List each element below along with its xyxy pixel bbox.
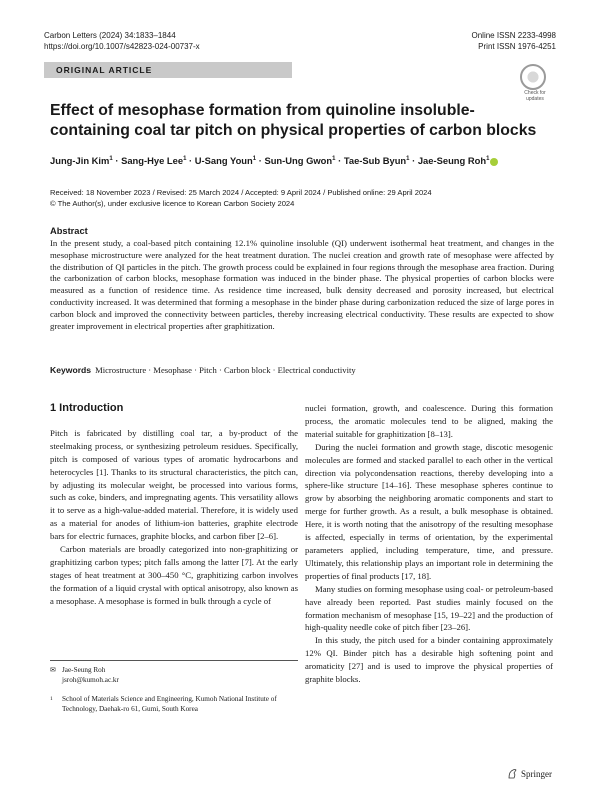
author-name[interactable]: Jae-Seung Roh bbox=[417, 155, 487, 166]
author-separator: · bbox=[335, 155, 344, 166]
doi-link[interactable]: https://doi.org/10.1007/s42823-024-00737-x bbox=[44, 42, 200, 51]
body-paragraph: Pitch is fabricated by distilling coal tar, a by-product of the steelmaking process, or synthesizing petroleum residues. Specifically, pitch is composed of various types of aromatic hydrocarbons and heterocycles [1]. Thanks to its structural characteristics, the pitch can, by adjusting its molecular weight, be processed into various forms, such as coke, binders, and impregnating agents. This versatility allows it to serve as a high-value-added material. Therefore, it is widely used as a material for anodes of lithium-ion batteries, graphite electrode bars for electric furnaces, graphite blocks, and carbon fiber [2–6]. bbox=[50, 427, 298, 542]
footnote bbox=[50, 660, 298, 714]
orcid-icon[interactable] bbox=[490, 158, 498, 166]
corresponding-author bbox=[50, 665, 298, 685]
author-separator: · bbox=[186, 155, 195, 166]
body-paragraph: Many studies on forming mesophase using coal- or petroleum-based have already been reported. Past studies mainly focused on the formation mechanism of mesophase [15, 19–22] and the production of high-quality needle coke of pitch fiber [23–26]. bbox=[305, 583, 553, 633]
body-column-right bbox=[305, 402, 553, 686]
body-paragraph: In this study, the pitch used for a binder containing approximately 12% QI. Binder pitch has a desirable high softening point and aromaticity [27] and is used to improve the physical properties of graphite blocks. bbox=[305, 635, 553, 685]
author-name[interactable]: Sang-Hye Lee bbox=[121, 155, 184, 166]
author-separator: · bbox=[409, 155, 418, 166]
running-header-left bbox=[44, 30, 200, 52]
affiliation bbox=[50, 694, 298, 714]
body-column-left bbox=[50, 402, 298, 608]
author-name[interactable]: Tae-Sub Byun bbox=[343, 155, 407, 166]
print-issn: Print ISSN 1976-4251 bbox=[478, 42, 556, 51]
springer-horse-icon bbox=[507, 768, 518, 779]
author-list bbox=[50, 155, 560, 166]
online-issn: Online ISSN 2233-4998 bbox=[471, 31, 556, 40]
copyright-line: © The Author(s), under exclusive licence to Korean Carbon Society 2024 bbox=[50, 198, 295, 208]
check-updates-icon bbox=[520, 64, 546, 90]
section-heading-introduction: 1 Introduction bbox=[50, 402, 124, 414]
author-name[interactable]: Jung-Jin Kim bbox=[50, 155, 110, 166]
running-header-right bbox=[472, 30, 557, 52]
publication-dates bbox=[50, 188, 570, 209]
keywords-text: Microstructure · Mesophase · Pitch · Carbon block · Electrical conductivity bbox=[95, 365, 356, 375]
author-name[interactable]: U-Sang Youn bbox=[194, 155, 253, 166]
author-affiliation-sup: 1 bbox=[332, 155, 336, 162]
corresponding-name: Jae-Seung Roh bbox=[62, 666, 106, 674]
author-name[interactable]: Sun-Ung Gwon bbox=[264, 155, 333, 166]
envelope-icon: ✉ bbox=[50, 666, 57, 674]
article-title: Effect of mesophase formation from quinoline insoluble-containing coal tar pitch on physical properties of carbon blocks bbox=[50, 102, 537, 139]
history-dates: Received: 18 November 2023 / Revised: 25 March 2024 / Accepted: 9 April 2024 / Published online: 29 April 2024 bbox=[50, 188, 432, 197]
publisher-name: Springer bbox=[521, 768, 552, 779]
publisher-logo bbox=[507, 768, 552, 779]
body-paragraph: During the nuclei formation and growth stage, discotic mesogenic molecules are formed and stacked parallel to each other in the vertical direction via polycondensation reactions, thereby developing into a sphere-like structure [14–16]. These mesophase spheres continue to grow by absorbing the neighboring aromatic components and start to merge for further growth. As a result, a bulk mesophase is obtained. Here, it is worth noting that the anisotropy of the resulting mesophase is affected, especially in terms of orientation, by the experimental parameters applied, including temperature, time, and pressure. Ultimately, this relationship plays an important role in determining the properties of final products [17, 18]. bbox=[305, 441, 553, 581]
author-affiliation-sup: 1 bbox=[109, 155, 113, 162]
check-badge-line2: updates bbox=[526, 95, 544, 102]
abstract-text: In the present study, a coal-based pitch containing 12.1% quinoline insoluble (QI) underwent isothermal heat treatment, and changes in the mesophase microstructure were analyzed for the heat treatment duration. The nuclei creation and growth rate of mesophase were affected by the distribution of QI particles in the pitch. The growth process could be explained in four regions through the mesophase area fraction. During the carbonization of carbon blocks, mesophase formation was induced in the binder phase. The physical properties of carbon blocks were measured as a function of residence time. As residence time increased, bulk density decreased and porosity increased, but electrical conductivity increased. It was determined that forming a mesophase in the binder phase during carbonization reduced the size of large pores in carbon block and improved the connectivity between particles, thereby increasing electrical conductivity. These results are expected to show greater improvement in electrical properties after graphitization. bbox=[50, 238, 554, 331]
author-affiliation-sup: 1 bbox=[486, 155, 490, 162]
footnote-rule bbox=[50, 660, 298, 661]
corresponding-email[interactable]: jsroh@kumoh.ac.kr bbox=[62, 676, 119, 684]
journal-citation: Carbon Letters (2024) 34:1833–1844 bbox=[44, 31, 176, 40]
author-separator: · bbox=[256, 155, 265, 166]
body-paragraph: nuclei formation, growth, and coalescence. During this formation process, the aromatic molecules tend to be aligned, making the material suitable for graphitization [8–13]. bbox=[305, 403, 553, 439]
affiliation-text: School of Materials Science and Engineering, Kumoh National Institute of Technology, Daehak-ro 61, Gumi, South Korea bbox=[62, 695, 277, 713]
affiliation-mark: 1 bbox=[50, 696, 53, 702]
check-for-updates-badge[interactable] bbox=[519, 64, 551, 102]
author-separator: · bbox=[112, 155, 122, 166]
keywords-label: Keywords bbox=[50, 365, 92, 375]
author-affiliation-sup: 1 bbox=[406, 155, 410, 162]
author-affiliation-sup: 1 bbox=[252, 155, 257, 162]
author-affiliation-sup: 1 bbox=[183, 155, 187, 162]
article-type-banner: ORIGINAL ARTICLE bbox=[44, 62, 292, 78]
body-paragraph: Carbon materials are broadly categorized into non-graphitizing or graphitizing carbon types; pitch falls among the latter [7]. At the early stages of heat treatment at 300–450 °C, graphitizing carbon involves the formation of a liquid crystal with optical anisotropy, also known as a mesophase. A mesophase is formed in bulk through a cycle of bbox=[50, 544, 298, 606]
abstract-heading: Abstract bbox=[50, 226, 88, 236]
check-badge-line1: Check for bbox=[524, 90, 546, 96]
keywords bbox=[50, 365, 560, 375]
